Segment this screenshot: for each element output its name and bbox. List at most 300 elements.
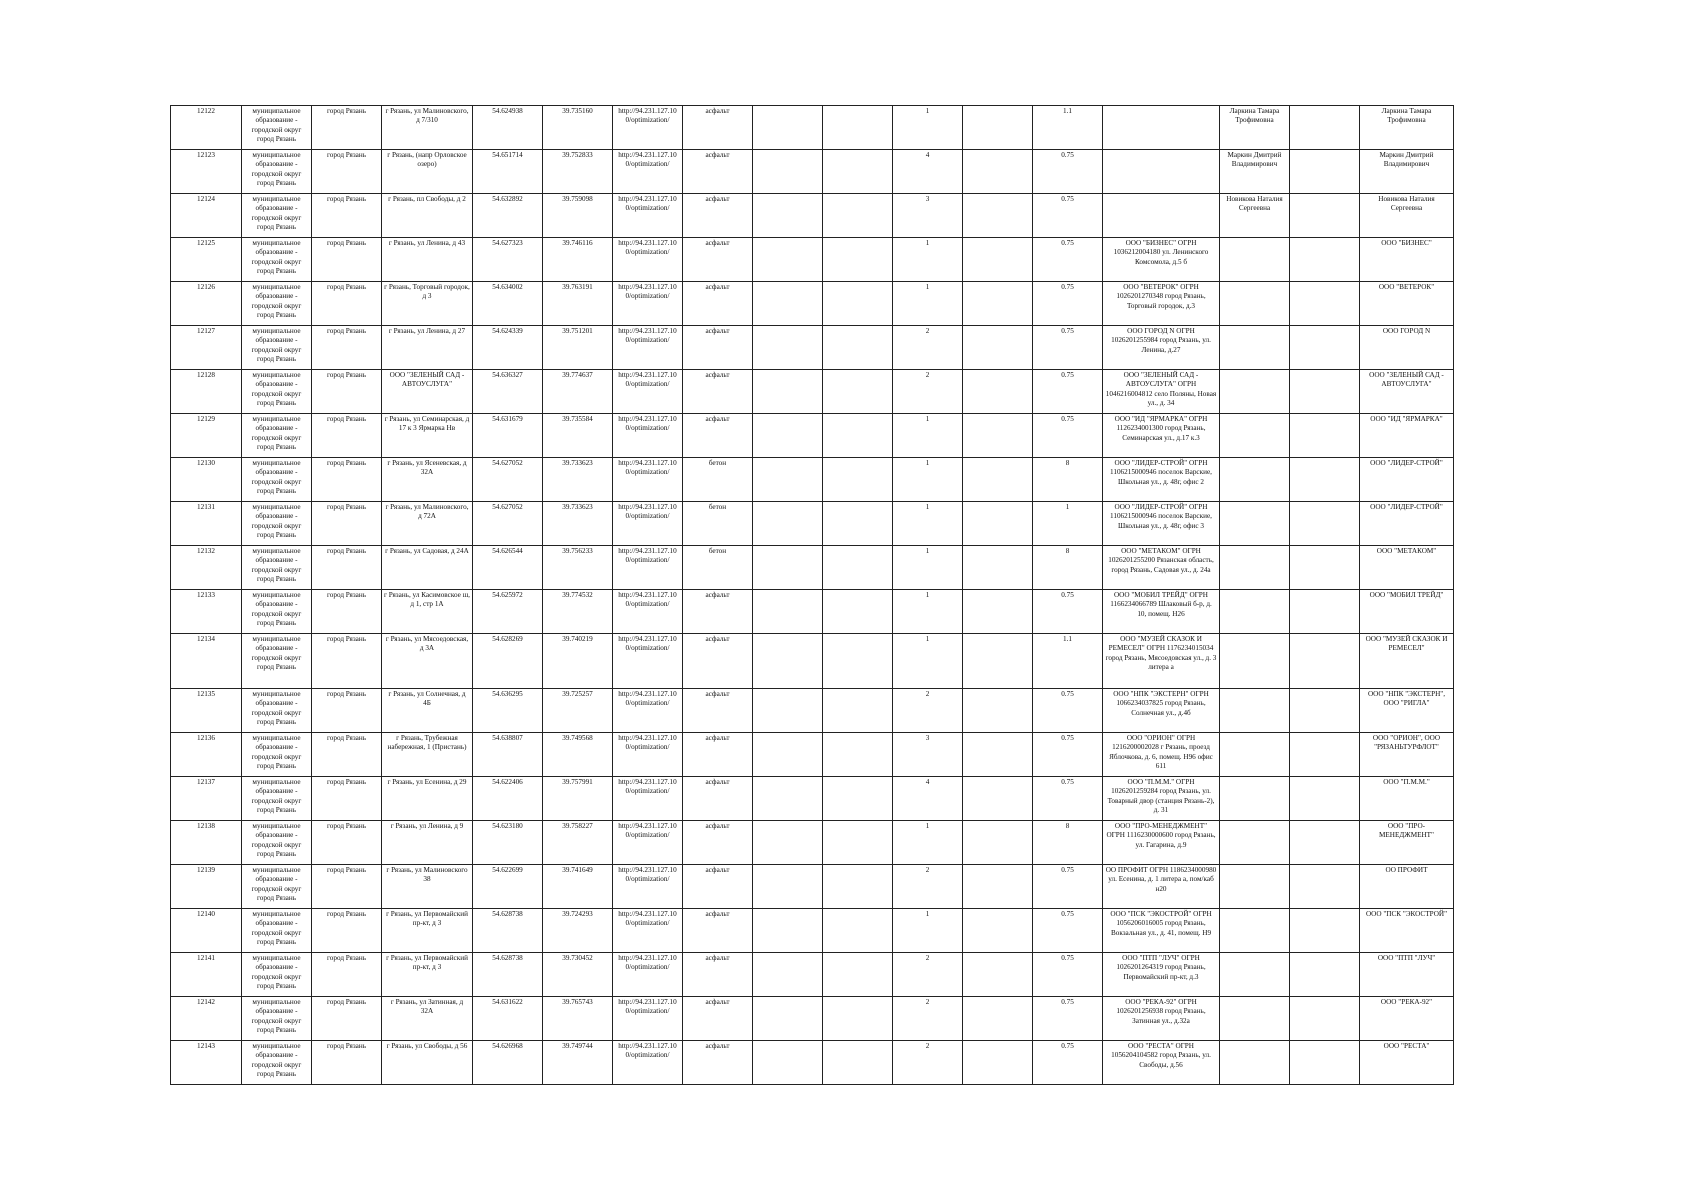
- cell-url: http://94.231.127.10 0/optimization/: [613, 733, 683, 777]
- cell-longitude: 39.765743: [543, 997, 613, 1041]
- cell-municipality: муниципальное образование - городской округ город Рязань: [242, 997, 312, 1041]
- cell-municipality: муниципальное образование - городской округ город Рязань: [242, 634, 312, 689]
- cell-city: город Рязань: [312, 953, 382, 997]
- cell-id: 12134: [171, 634, 242, 689]
- cell-container-volume: 8: [1033, 821, 1103, 865]
- cell-address: г Рязань, ул Ясеневская, д 32А: [382, 458, 473, 502]
- table-row: [171, 238, 1454, 282]
- cell-owner-name: ООО "МЕТАКОМ": [1360, 546, 1454, 590]
- cell-col15: [1220, 689, 1290, 733]
- cell-container-count: 4: [893, 777, 963, 821]
- cell-container-volume: 1.1: [1033, 634, 1103, 689]
- cell-container-volume: 0.75: [1033, 733, 1103, 777]
- cell-col16: [1290, 865, 1360, 909]
- cell-col10: [823, 997, 893, 1041]
- cell-surface: асфальт: [683, 282, 753, 326]
- cell-col10: [823, 590, 893, 634]
- cell-col12: [963, 194, 1033, 238]
- cell-owner-details: ООО "ВЕТЕРОК" ОГРН 1026201270348 город Рязань, Торговый городок, д.3: [1103, 282, 1220, 326]
- cell-container-count: 1: [893, 238, 963, 282]
- cell-owner-details: ООО "ОРИОН" ОГРН 1216200002028 г Рязань, проезд Яблочкова, д. 6, помещ. Н96 офис 611: [1103, 733, 1220, 777]
- cell-col16: [1290, 326, 1360, 370]
- cell-col16: [1290, 458, 1360, 502]
- cell-municipality: муниципальное образование - городской округ город Рязань: [242, 150, 312, 194]
- cell-municipality: муниципальное образование - городской округ город Рязань: [242, 370, 312, 414]
- cell-col9: [753, 502, 823, 546]
- cell-container-volume: 0.75: [1033, 777, 1103, 821]
- cell-address: г Рязань, (напр Орловское озеро): [382, 150, 473, 194]
- cell-url: http://94.231.127.10 0/optimization/: [613, 821, 683, 865]
- table-row: [171, 1041, 1454, 1085]
- cell-owner-details: ООО ГОРОД N ОГРН 1026201255984 город Рязань, ул. Ленина, д.27: [1103, 326, 1220, 370]
- cell-col10: [823, 733, 893, 777]
- cell-url: http://94.231.127.10 0/optimization/: [613, 865, 683, 909]
- cell-address: г Рязань, ул Свободы, д 56: [382, 1041, 473, 1085]
- table-row: [171, 865, 1454, 909]
- cell-surface: асфальт: [683, 865, 753, 909]
- cell-longitude: 39.759098: [543, 194, 613, 238]
- cell-url: http://94.231.127.10 0/optimization/: [613, 282, 683, 326]
- cell-col16: [1290, 238, 1360, 282]
- cell-col16: [1290, 634, 1360, 689]
- cell-url: http://94.231.127.10 0/optimization/: [613, 546, 683, 590]
- cell-city: город Рязань: [312, 546, 382, 590]
- cell-container-count: 1: [893, 634, 963, 689]
- cell-longitude: 39.741649: [543, 865, 613, 909]
- cell-col15: Ларкина Тамара Трофимовна: [1220, 106, 1290, 150]
- cell-col9: [753, 150, 823, 194]
- cell-address: г Рязань, ул Ленина, д 9: [382, 821, 473, 865]
- cell-col16: [1290, 282, 1360, 326]
- cell-owner-name: ООО "МОБИЛ ТРЕЙД": [1360, 590, 1454, 634]
- cell-latitude: 54.631622: [473, 997, 543, 1041]
- cell-container-count: 2: [893, 1041, 963, 1085]
- cell-address: г Рязань, ул Касимовское ш, д 1, стр 1А: [382, 590, 473, 634]
- cell-col15: [1220, 953, 1290, 997]
- cell-container-volume: 0.75: [1033, 909, 1103, 953]
- cell-municipality: муниципальное образование - городской округ город Рязань: [242, 821, 312, 865]
- cell-container-count: 1: [893, 590, 963, 634]
- cell-city: город Рязань: [312, 997, 382, 1041]
- cell-municipality: муниципальное образование - городской округ город Рязань: [242, 458, 312, 502]
- table-row: [171, 370, 1454, 414]
- cell-col10: [823, 909, 893, 953]
- cell-url: http://94.231.127.10 0/optimization/: [613, 370, 683, 414]
- cell-address: г Рязань, ул Садовая, д 24А: [382, 546, 473, 590]
- cell-address: г Рязань, Трубежная набережная, 1 (Пристань): [382, 733, 473, 777]
- cell-id: 12133: [171, 590, 242, 634]
- cell-longitude: 39.740219: [543, 634, 613, 689]
- cell-col10: [823, 106, 893, 150]
- cell-col12: [963, 370, 1033, 414]
- cell-latitude: 54.627323: [473, 238, 543, 282]
- cell-col9: [753, 865, 823, 909]
- cell-col15: [1220, 865, 1290, 909]
- cell-col9: [753, 1041, 823, 1085]
- cell-col9: [753, 909, 823, 953]
- cell-owner-details: ООО "ПСК "ЭКОСТРОЙ" ОГРН 1056206016005 город Рязань, Вокзальная ул., д. 41, помещ. Н9: [1103, 909, 1220, 953]
- cell-owner-details: ООО "МЕТАКОМ" ОГРН 1026201255200 Рязанская область, город Рязань, Садовая ул., д. 24а: [1103, 546, 1220, 590]
- cell-col16: [1290, 953, 1360, 997]
- cell-municipality: муниципальное образование - городской округ город Рязань: [242, 733, 312, 777]
- cell-latitude: 54.631679: [473, 414, 543, 458]
- cell-col16: [1290, 546, 1360, 590]
- cell-col12: [963, 150, 1033, 194]
- cell-col12: [963, 997, 1033, 1041]
- cell-municipality: муниципальное образование - городской округ город Рязань: [242, 865, 312, 909]
- cell-col10: [823, 1041, 893, 1085]
- cell-container-volume: 0.75: [1033, 414, 1103, 458]
- cell-col16: [1290, 502, 1360, 546]
- cell-owner-name: ООО "ЛИДЕР-СТРОЙ": [1360, 458, 1454, 502]
- cell-id: 12123: [171, 150, 242, 194]
- cell-surface: асфальт: [683, 238, 753, 282]
- cell-container-volume: 0.75: [1033, 238, 1103, 282]
- cell-owner-details: ООО "ИД "ЯРМАРКА" ОГРН 1126234001300 город Рязань, Семинарская ул., д.17 к.3: [1103, 414, 1220, 458]
- cell-container-volume: 1.1: [1033, 106, 1103, 150]
- cell-id: 12124: [171, 194, 242, 238]
- cell-latitude: 54.626544: [473, 546, 543, 590]
- cell-address: г Рязань, ул Мясоедовская, д 3А: [382, 634, 473, 689]
- cell-id: 12130: [171, 458, 242, 502]
- cell-col12: [963, 414, 1033, 458]
- cell-container-volume: 0.75: [1033, 590, 1103, 634]
- cell-latitude: 54.634002: [473, 282, 543, 326]
- cell-col15: Новикова Наталия Сергеевна: [1220, 194, 1290, 238]
- cell-col10: [823, 865, 893, 909]
- cell-latitude: 54.636295: [473, 689, 543, 733]
- cell-container-count: 4: [893, 150, 963, 194]
- table-row: [171, 953, 1454, 997]
- cell-url: http://94.231.127.10 0/optimization/: [613, 238, 683, 282]
- cell-container-volume: 8: [1033, 458, 1103, 502]
- cell-container-count: 1: [893, 502, 963, 546]
- cell-url: http://94.231.127.10 0/optimization/: [613, 414, 683, 458]
- cell-container-count: 3: [893, 194, 963, 238]
- cell-surface: асфальт: [683, 150, 753, 194]
- cell-col9: [753, 634, 823, 689]
- cell-city: город Рязань: [312, 458, 382, 502]
- cell-owner-name: ООО "ОРИОН", ООО "РЯЗАНЬТУРФЛОТ": [1360, 733, 1454, 777]
- cell-col16: [1290, 1041, 1360, 1085]
- cell-col10: [823, 821, 893, 865]
- cell-col10: [823, 458, 893, 502]
- cell-col16: [1290, 777, 1360, 821]
- cell-container-volume: 1: [1033, 502, 1103, 546]
- cell-longitude: 39.756233: [543, 546, 613, 590]
- cell-container-volume: 8: [1033, 546, 1103, 590]
- cell-col15: [1220, 370, 1290, 414]
- cell-col12: [963, 106, 1033, 150]
- cell-latitude: 54.632892: [473, 194, 543, 238]
- cell-municipality: муниципальное образование - городской округ город Рязань: [242, 502, 312, 546]
- cell-city: город Рязань: [312, 634, 382, 689]
- cell-col10: [823, 326, 893, 370]
- cell-owner-details: ООО "МУЗЕЙ СКАЗОК И РЕМЕСЕЛ" ОГРН 1176234015034 город Рязань, Мясоедовская ул., д. 3 литера а: [1103, 634, 1220, 689]
- cell-col10: [823, 546, 893, 590]
- table-body: [171, 106, 1454, 1085]
- cell-col12: [963, 634, 1033, 689]
- table-row: [171, 502, 1454, 546]
- cell-col16: [1290, 997, 1360, 1041]
- cell-city: город Рязань: [312, 238, 382, 282]
- cell-city: город Рязань: [312, 414, 382, 458]
- cell-col10: [823, 777, 893, 821]
- cell-latitude: 54.623180: [473, 821, 543, 865]
- cell-owner-name: ООО "РЕСТА": [1360, 1041, 1454, 1085]
- cell-container-count: 1: [893, 546, 963, 590]
- cell-owner-name: Новикова Наталия Сергеевна: [1360, 194, 1454, 238]
- cell-col10: [823, 953, 893, 997]
- cell-container-volume: 0.75: [1033, 997, 1103, 1041]
- table-row: [171, 689, 1454, 733]
- cell-col10: [823, 689, 893, 733]
- cell-surface: асфальт: [683, 590, 753, 634]
- cell-longitude: 39.749744: [543, 1041, 613, 1085]
- cell-owner-details: ООО "МОБИЛ ТРЕЙД" ОГРН 1166234066789 Шлаковый б-р, д. 10, помещ. Н26: [1103, 590, 1220, 634]
- cell-url: http://94.231.127.10 0/optimization/: [613, 106, 683, 150]
- cell-owner-name: ООО "ПСК "ЭКОСТРОЙ": [1360, 909, 1454, 953]
- cell-container-count: 2: [893, 953, 963, 997]
- cell-id: 12128: [171, 370, 242, 414]
- cell-owner-name: Ларкина Тамара Трофимовна: [1360, 106, 1454, 150]
- cell-owner-details: [1103, 106, 1220, 150]
- cell-id: 12141: [171, 953, 242, 997]
- cell-longitude: 39.735584: [543, 414, 613, 458]
- cell-longitude: 39.749568: [543, 733, 613, 777]
- cell-container-count: 2: [893, 370, 963, 414]
- cell-url: http://94.231.127.10 0/optimization/: [613, 997, 683, 1041]
- cell-url: http://94.231.127.10 0/optimization/: [613, 689, 683, 733]
- cell-col9: [753, 370, 823, 414]
- cell-col12: [963, 238, 1033, 282]
- cell-id: 12139: [171, 865, 242, 909]
- cell-col10: [823, 150, 893, 194]
- cell-owner-details: ООО "РЕКА-92" ОГРН 1026201256938 город Рязань, Затинная ул., д.32а: [1103, 997, 1220, 1041]
- cell-col16: [1290, 909, 1360, 953]
- cell-city: город Рязань: [312, 590, 382, 634]
- cell-owner-name: ООО "ИД "ЯРМАРКА": [1360, 414, 1454, 458]
- cell-municipality: муниципальное образование - городской округ город Рязань: [242, 326, 312, 370]
- table-row: [171, 282, 1454, 326]
- cell-col12: [963, 953, 1033, 997]
- cell-container-count: 2: [893, 689, 963, 733]
- cell-container-volume: 0.75: [1033, 865, 1103, 909]
- cell-col15: [1220, 1041, 1290, 1085]
- cell-surface: асфальт: [683, 1041, 753, 1085]
- cell-id: 12131: [171, 502, 242, 546]
- cell-col15: [1220, 733, 1290, 777]
- cell-col9: [753, 821, 823, 865]
- table-row: [171, 821, 1454, 865]
- waste-sites-table: [170, 105, 1454, 1085]
- cell-col15: [1220, 997, 1290, 1041]
- cell-city: город Рязань: [312, 689, 382, 733]
- cell-col9: [753, 777, 823, 821]
- cell-longitude: 39.751201: [543, 326, 613, 370]
- cell-col9: [753, 458, 823, 502]
- cell-id: 12137: [171, 777, 242, 821]
- cell-url: http://94.231.127.10 0/optimization/: [613, 777, 683, 821]
- cell-url: http://94.231.127.10 0/optimization/: [613, 953, 683, 997]
- cell-container-count: 2: [893, 326, 963, 370]
- cell-container-count: 1: [893, 106, 963, 150]
- cell-longitude: 39.730452: [543, 953, 613, 997]
- cell-url: http://94.231.127.10 0/optimization/: [613, 1041, 683, 1085]
- table-row: [171, 997, 1454, 1041]
- cell-address: г Рязань, ул Ленина, д 43: [382, 238, 473, 282]
- cell-longitude: 39.763191: [543, 282, 613, 326]
- cell-col15: [1220, 909, 1290, 953]
- cell-owner-name: ООО "РЕКА-92": [1360, 997, 1454, 1041]
- cell-col10: [823, 238, 893, 282]
- cell-surface: асфальт: [683, 326, 753, 370]
- cell-col12: [963, 458, 1033, 502]
- cell-container-count: 1: [893, 414, 963, 458]
- cell-longitude: 39.735160: [543, 106, 613, 150]
- cell-owner-name: ООО "ПРО-МЕНЕДЖМЕНТ": [1360, 821, 1454, 865]
- cell-surface: асфальт: [683, 953, 753, 997]
- cell-col9: [753, 953, 823, 997]
- cell-surface: бетон: [683, 546, 753, 590]
- cell-owner-details: [1103, 150, 1220, 194]
- cell-address: г Рязань, ул Ленина, д 27: [382, 326, 473, 370]
- cell-id: 12126: [171, 282, 242, 326]
- cell-latitude: 54.625972: [473, 590, 543, 634]
- cell-col12: [963, 1041, 1033, 1085]
- cell-municipality: муниципальное образование - городской округ город Рязань: [242, 909, 312, 953]
- cell-container-count: 2: [893, 997, 963, 1041]
- cell-municipality: муниципальное образование - городской округ город Рязань: [242, 590, 312, 634]
- cell-latitude: 54.624938: [473, 106, 543, 150]
- cell-url: http://94.231.127.10 0/optimization/: [613, 458, 683, 502]
- cell-col9: [753, 733, 823, 777]
- cell-surface: бетон: [683, 502, 753, 546]
- cell-owner-name: ООО "ВЕТЕРОК": [1360, 282, 1454, 326]
- cell-col12: [963, 502, 1033, 546]
- cell-col16: [1290, 194, 1360, 238]
- table-row: [171, 634, 1454, 689]
- cell-longitude: 39.757991: [543, 777, 613, 821]
- cell-col12: [963, 689, 1033, 733]
- cell-longitude: 39.724293: [543, 909, 613, 953]
- cell-col16: [1290, 733, 1360, 777]
- cell-latitude: 54.622406: [473, 777, 543, 821]
- cell-id: 12132: [171, 546, 242, 590]
- cell-id: 12135: [171, 689, 242, 733]
- cell-container-volume: 0.75: [1033, 370, 1103, 414]
- cell-city: город Рязань: [312, 370, 382, 414]
- cell-city: город Рязань: [312, 282, 382, 326]
- cell-surface: асфальт: [683, 733, 753, 777]
- cell-city: город Рязань: [312, 777, 382, 821]
- cell-longitude: 39.774637: [543, 370, 613, 414]
- cell-col10: [823, 282, 893, 326]
- table-row: [171, 458, 1454, 502]
- cell-id: 12140: [171, 909, 242, 953]
- cell-container-count: 2: [893, 865, 963, 909]
- cell-owner-details: ООО "ПТП "ЛУЧ" ОГРН 1026201264319 город Рязань, Первомайский пр-кт, д.3: [1103, 953, 1220, 997]
- cell-container-volume: 0.75: [1033, 282, 1103, 326]
- cell-col9: [753, 106, 823, 150]
- table-row: [171, 546, 1454, 590]
- cell-address: г Рязань, ул Солнечная, д 4Б: [382, 689, 473, 733]
- cell-col9: [753, 546, 823, 590]
- table-row: [171, 733, 1454, 777]
- cell-container-volume: 0.75: [1033, 953, 1103, 997]
- cell-owner-details: ООО "РЕСТА" ОГРН 1056204104582 город Рязань, ул. Свободы, д.56: [1103, 1041, 1220, 1085]
- cell-col16: [1290, 689, 1360, 733]
- cell-municipality: муниципальное образование - городской округ город Рязань: [242, 1041, 312, 1085]
- table-row: [171, 326, 1454, 370]
- cell-surface: бетон: [683, 458, 753, 502]
- cell-city: город Рязань: [312, 865, 382, 909]
- cell-col15: [1220, 821, 1290, 865]
- cell-col15: [1220, 502, 1290, 546]
- cell-container-volume: 0.75: [1033, 326, 1103, 370]
- data-sheet: [170, 105, 1453, 1085]
- cell-owner-name: ООО "НПК "ЭКСТЕРН", ООО "РИГЛА": [1360, 689, 1454, 733]
- cell-col15: Маркин Дмитрий Владимирович: [1220, 150, 1290, 194]
- cell-owner-name: ОО ПРОФИТ: [1360, 865, 1454, 909]
- cell-city: город Рязань: [312, 733, 382, 777]
- cell-col12: [963, 909, 1033, 953]
- cell-longitude: 39.758227: [543, 821, 613, 865]
- cell-col9: [753, 194, 823, 238]
- cell-municipality: муниципальное образование - городской округ город Рязань: [242, 953, 312, 997]
- cell-latitude: 54.622699: [473, 865, 543, 909]
- cell-latitude: 54.624339: [473, 326, 543, 370]
- cell-owner-name: ООО ГОРОД N: [1360, 326, 1454, 370]
- table-row: [171, 909, 1454, 953]
- cell-col15: [1220, 326, 1290, 370]
- cell-longitude: 39.774532: [543, 590, 613, 634]
- cell-col15: [1220, 777, 1290, 821]
- cell-container-volume: 0.75: [1033, 150, 1103, 194]
- cell-surface: асфальт: [683, 194, 753, 238]
- cell-municipality: муниципальное образование - городской округ город Рязань: [242, 777, 312, 821]
- cell-url: http://94.231.127.10 0/optimization/: [613, 326, 683, 370]
- cell-col16: [1290, 590, 1360, 634]
- cell-col12: [963, 282, 1033, 326]
- cell-col16: [1290, 150, 1360, 194]
- cell-address: г Рязань, ул Первомайский пр-кт, д 3: [382, 909, 473, 953]
- cell-col16: [1290, 370, 1360, 414]
- cell-municipality: муниципальное образование - городской округ город Рязань: [242, 546, 312, 590]
- cell-col10: [823, 414, 893, 458]
- cell-city: город Рязань: [312, 502, 382, 546]
- table-row: [171, 194, 1454, 238]
- cell-owner-details: ООО "ЛИДЕР-СТРОЙ" ОГРН 1106215000946 поселок Варские, Школьная ул., д. 48г, офис 2: [1103, 458, 1220, 502]
- cell-latitude: 54.651714: [473, 150, 543, 194]
- cell-owner-details: ООО "ПРО-МЕНЕДЖМЕНТ" ОГРН 1116230000600 город Рязань, ул. Гагарина, д.9: [1103, 821, 1220, 865]
- cell-container-count: 1: [893, 909, 963, 953]
- cell-owner-details: ООО "ЗЕЛЕНЫЙ САД - АВТОУСЛУГА" ОГРН 1046216004812 село Поляны, Новая ул., д. 34: [1103, 370, 1220, 414]
- cell-id: 12129: [171, 414, 242, 458]
- cell-latitude: 54.636327: [473, 370, 543, 414]
- cell-address: ООО "ЗЕЛЕНЫЙ САД - АВТОУСЛУГА": [382, 370, 473, 414]
- cell-surface: асфальт: [683, 821, 753, 865]
- cell-city: город Рязань: [312, 326, 382, 370]
- cell-col9: [753, 282, 823, 326]
- cell-col12: [963, 821, 1033, 865]
- cell-container-volume: 0.75: [1033, 689, 1103, 733]
- cell-url: http://94.231.127.10 0/optimization/: [613, 194, 683, 238]
- cell-surface: асфальт: [683, 997, 753, 1041]
- cell-longitude: 39.746116: [543, 238, 613, 282]
- cell-col12: [963, 733, 1033, 777]
- cell-owner-details: ООО "НПК "ЭКСТЕРН" ОГРН 1066234037825 город Рязань, Солнечная ул., д.4б: [1103, 689, 1220, 733]
